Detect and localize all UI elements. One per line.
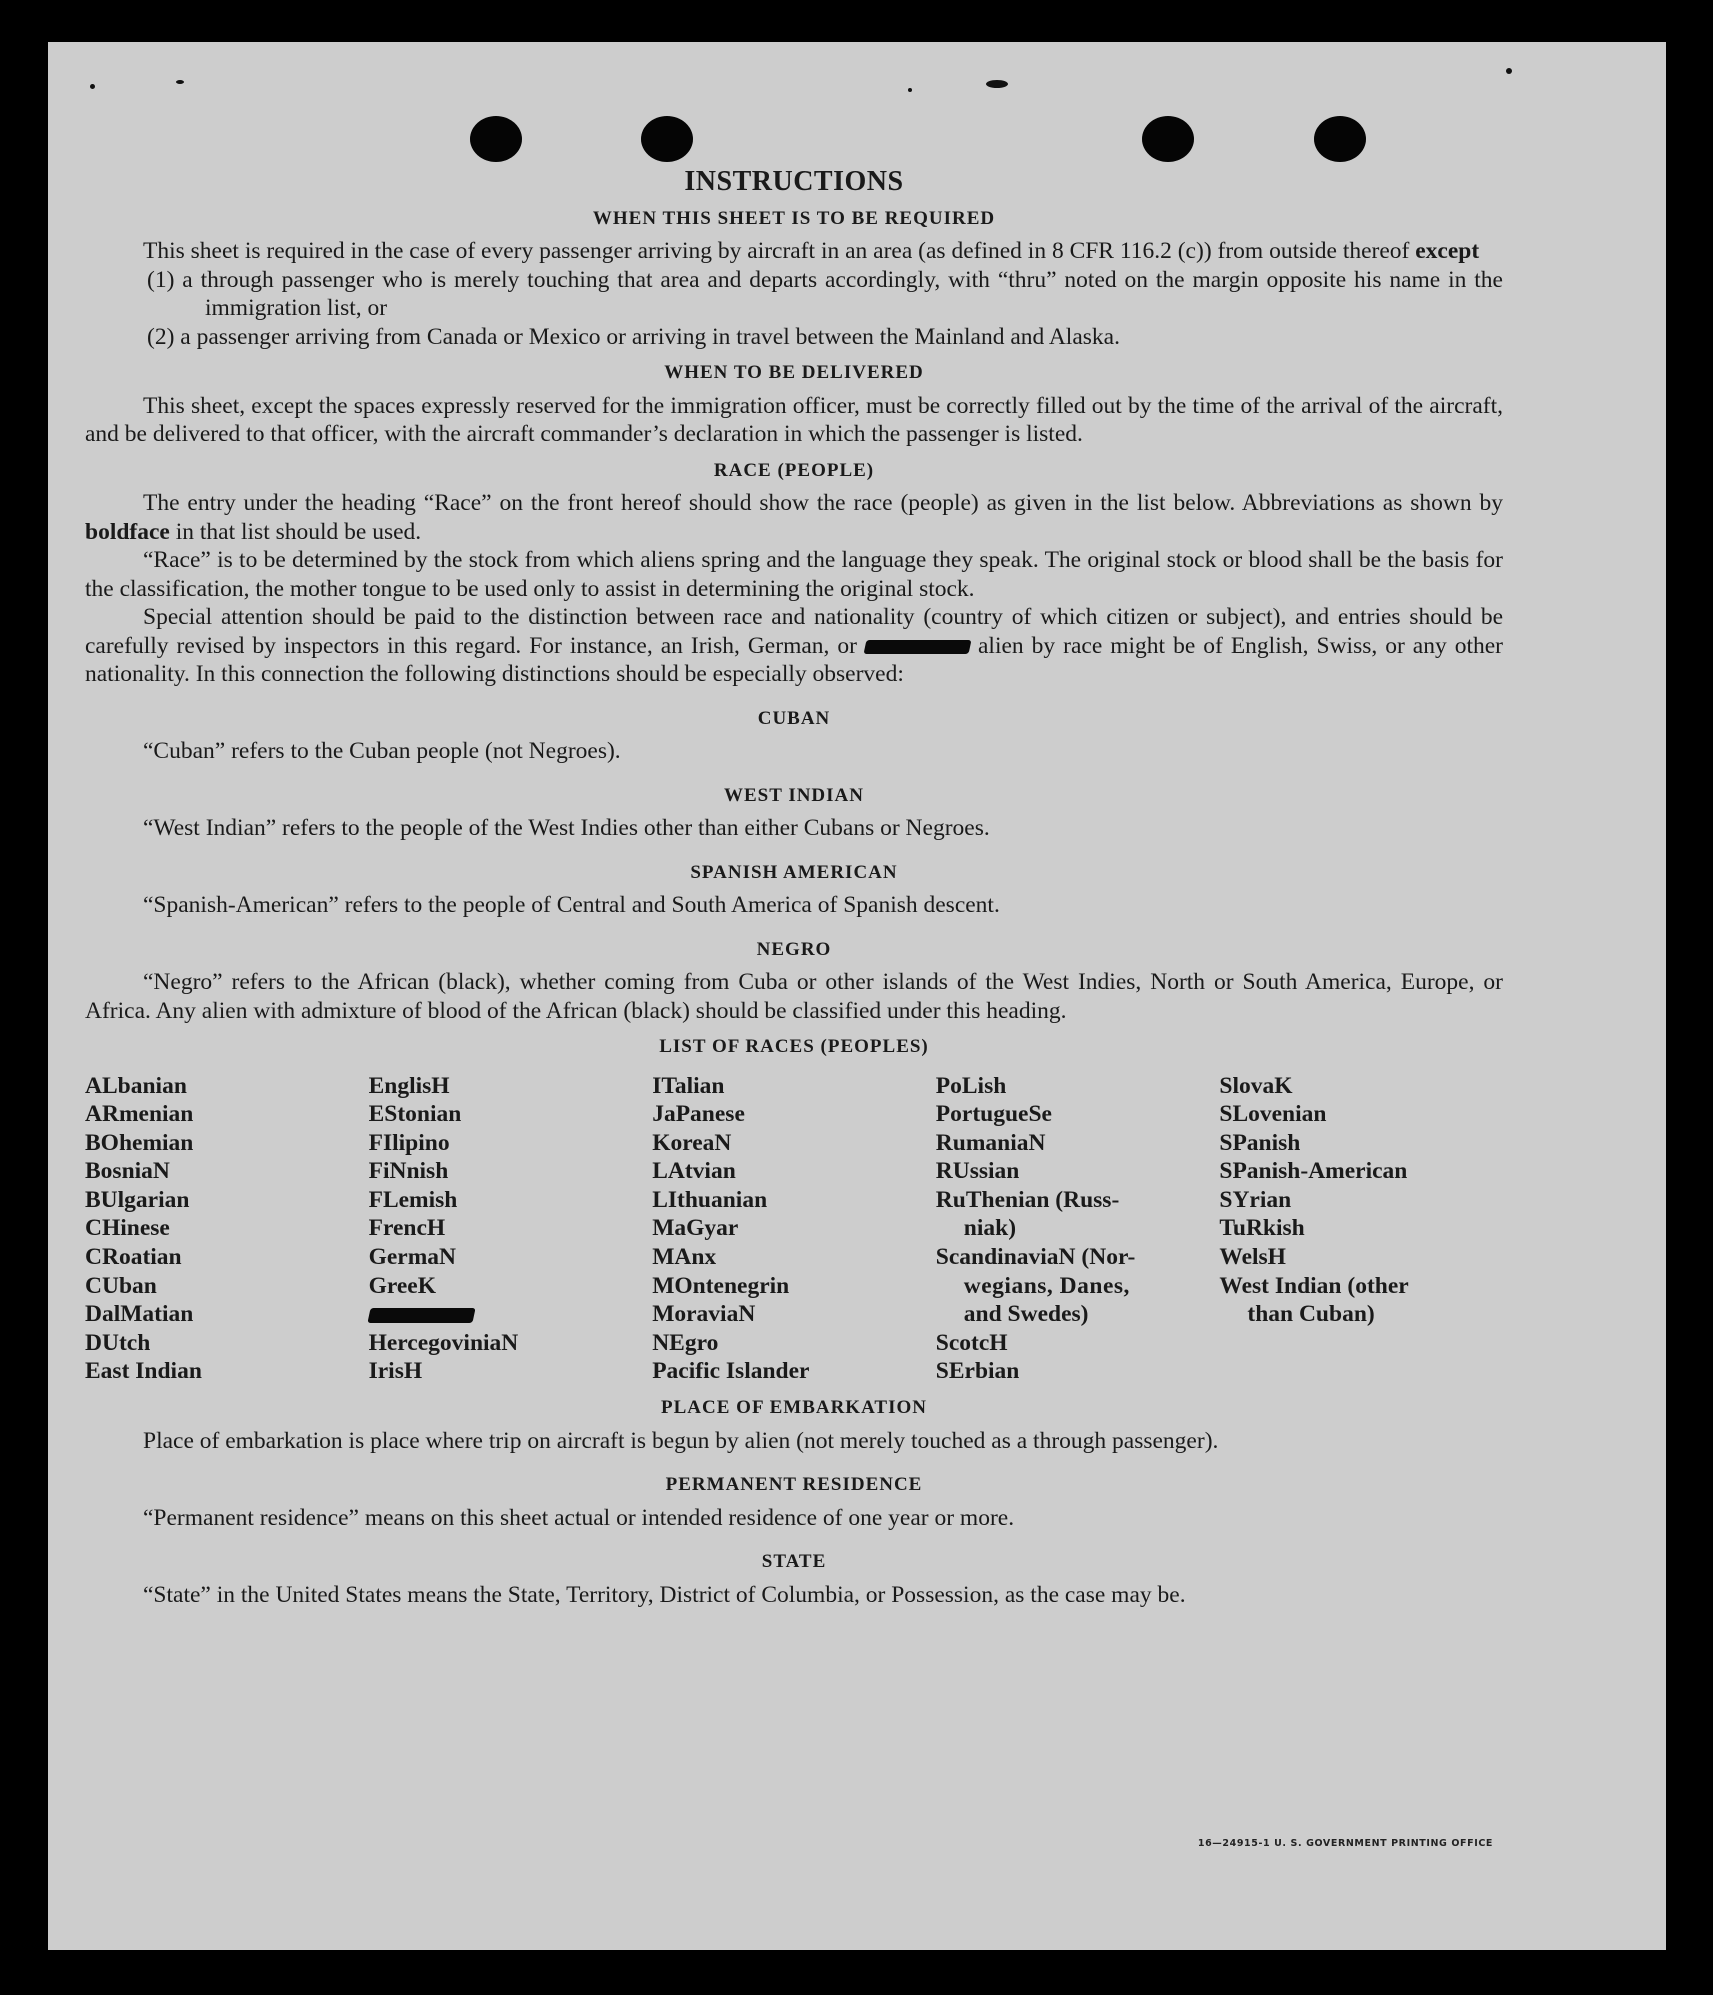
race-item: ARmenian — [85, 1101, 194, 1128]
race-item-redacted — [369, 1300, 653, 1329]
paragraph-residence: “Permanent residence” means on this sheet actual or intended residence of one year or more. — [143, 1504, 1015, 1531]
race-item: EStonian — [368, 1101, 462, 1128]
race-item: JaPanese — [652, 1101, 745, 1128]
races-column-3 — [652, 1072, 936, 1387]
race-item: FIlipino — [368, 1129, 450, 1156]
race-item: RumaniaN — [935, 1129, 1046, 1156]
race-item: LIthuanian — [652, 1186, 768, 1213]
heading-cuban: CUBAN — [757, 707, 831, 729]
heading-when-required: WHEN THIS SHEET IS TO BE REQUIRED — [592, 207, 996, 229]
race-item: ALbanian — [85, 1072, 187, 1099]
race-item: BUlgarian — [85, 1186, 190, 1213]
exception-item-1: (1) a through passenger who is merely touching that area and departs accordingly, with “thru” noted on the margin opposite his name in the immigration list, or — [147, 266, 1503, 321]
text-span: Special attention should be paid to the distinction between race and nationality (country of which citizen or subject), and entries should be carefully revised by inspectors in this regard. For instance, an Irish, German, or — [85, 604, 1503, 659]
race-item: ScotcH — [935, 1329, 1008, 1356]
punch-hole — [470, 116, 522, 162]
paragraph-state: “State” in the United States means the State, Territory, District of Columbia, or Possession, as the case may be. — [143, 1581, 1186, 1608]
page-title: INSTRUCTIONS — [684, 166, 904, 197]
race-item: PoLish — [935, 1072, 1007, 1099]
race-item: NEgro — [652, 1329, 719, 1356]
race-item: PortugueSe — [935, 1101, 1052, 1128]
text-span: This sheet is required in the case of every passenger arriving by aircraft in an area (as defined in 8 CFR 116.2 (c)) from outside thereof — [143, 238, 1410, 264]
except-bold: except — [1415, 238, 1480, 264]
paragraph-negro: “Negro” refers to the African (black), whether coming from Cuba or other islands of the West Indies, North or South America, Europe, or Africa. Any alien with admixture of blood of the African (black) should be classified under this heading. — [85, 969, 1503, 1024]
speck — [1506, 68, 1512, 74]
race-item: SPanish — [1219, 1129, 1301, 1156]
race-item: CHinese — [85, 1215, 170, 1242]
race-item: MaGyar — [652, 1215, 739, 1242]
race-item: SLovenian — [1219, 1101, 1327, 1128]
race-item: MOntenegrin — [652, 1272, 790, 1299]
race-item: TuRkish — [1219, 1215, 1305, 1242]
punch-hole — [1314, 116, 1366, 162]
paragraph-when-required — [85, 237, 1503, 266]
redaction-mark — [367, 1308, 475, 1323]
race-item: GermaN — [368, 1244, 457, 1271]
race-item: ITalian — [652, 1072, 725, 1099]
race-item: LAtvian — [652, 1158, 736, 1185]
heading-state: STATE — [761, 1551, 827, 1573]
text-span: The entry under the heading “Race” on the front hereof should show the race (people) as given in the list below. Abbreviations as shown by — [143, 490, 1503, 516]
race-item-continued: than Cuban) — [1247, 1301, 1375, 1328]
heading-when-delivered: WHEN TO BE DELIVERED — [664, 362, 924, 383]
text-span: in that list should be used. — [175, 518, 422, 545]
heading-place-of-embarkation: PLACE OF EMBARKATION — [661, 1397, 927, 1419]
race-item: FrencH — [368, 1215, 446, 1242]
instructions-content — [85, 168, 1503, 1609]
heading-west-indian: WEST INDIAN — [724, 784, 864, 806]
punch-hole — [1142, 116, 1194, 162]
paragraph-west-indian: “West Indian” refers to the people of the West Indies other than either Cubans or Negroes. — [143, 815, 990, 841]
race-item: DUtch — [85, 1329, 151, 1356]
race-item: KoreaN — [652, 1129, 732, 1156]
races-column-4 — [936, 1072, 1220, 1387]
race-item: MoraviaN — [652, 1301, 756, 1328]
race-item: CRoatian — [85, 1244, 182, 1271]
speck — [908, 88, 912, 92]
paragraph-race-3 — [85, 603, 1503, 689]
printer-imprint: 16—24915-1 U. S. GOVERNMENT PRINTING OFFICE — [1197, 1838, 1493, 1849]
text-span: alien by race might be of English, Swiss, or any other nationality. In this connection the following distinctions should be especially observed: — [85, 632, 1504, 687]
heading-spanish-american: SPANISH AMERICAN — [690, 861, 898, 883]
race-item: WelsH — [1219, 1244, 1286, 1271]
speck — [176, 80, 184, 84]
race-item: RUssian — [935, 1158, 1020, 1185]
heading-race: RACE (PEOPLE) — [713, 459, 875, 481]
paragraph-cuban: “Cuban” refers to the Cuban people (not Negroes). — [143, 738, 621, 764]
race-item: GreeK — [368, 1272, 437, 1299]
boldface-word: boldface — [85, 518, 170, 545]
redaction-mark — [863, 640, 971, 654]
race-item: Pacific Islander — [652, 1358, 810, 1385]
race-item: ScandinaviaN (Nor- — [935, 1244, 1136, 1271]
race-item: MAnx — [652, 1244, 717, 1271]
race-item-continued: niak) — [963, 1215, 1017, 1242]
race-item: RuThenian (Russ- — [935, 1186, 1120, 1213]
race-item: FLemish — [368, 1186, 458, 1213]
heading-negro: NEGRO — [756, 938, 832, 960]
race-item: IrisH — [368, 1358, 423, 1385]
paragraph-race-1 — [85, 489, 1503, 546]
race-item: EnglisH — [368, 1072, 450, 1099]
heading-list-of-races: LIST OF RACES (PEOPLES) — [659, 1036, 929, 1057]
race-item: SPanish-American — [1219, 1158, 1408, 1185]
speck — [986, 80, 1008, 88]
heading-permanent-residence: PERMANENT RESIDENCE — [665, 1474, 923, 1496]
race-item: CUban — [85, 1272, 157, 1299]
race-item: HercegoviniaN — [368, 1329, 519, 1356]
races-list — [85, 1072, 1503, 1387]
race-item: SErbian — [935, 1358, 1020, 1385]
paragraph-when-delivered: This sheet, except the spaces expressly reserved for the immigration officer, must be correctly filled out by the time of the arrival of the aircraft, and be delivered to that officer, with the aircraft commander’s declaration in which the passenger is listed. — [85, 392, 1503, 447]
race-item-continued: wegians, Danes, — [963, 1272, 1130, 1299]
race-item: SYrian — [1219, 1186, 1292, 1213]
race-item: BOhemian — [85, 1129, 194, 1156]
speck — [90, 84, 95, 89]
races-column-5 — [1219, 1072, 1503, 1387]
races-column-2 — [369, 1072, 653, 1387]
races-column-1 — [85, 1072, 369, 1387]
race-item: BosniaN — [85, 1158, 170, 1185]
race-item: West Indian (other — [1219, 1272, 1409, 1299]
race-item: SlovaK — [1219, 1072, 1293, 1099]
paragraph-spanish-american: “Spanish-American” refers to the people of Central and South America of Spanish descent. — [143, 892, 1000, 918]
paragraph-race-2: “Race” is to be determined by the stock from which aliens spring and the language they speak. The original stock or blood shall be the basis for the classification, the mother tongue to be used only to assist in determining the original stock. — [85, 547, 1503, 602]
exception-item-2: (2) a passenger arriving from Canada or Mexico or arriving in travel between the Mainland and Alaska. — [147, 323, 1120, 350]
race-item: DalMatian — [85, 1301, 194, 1328]
paragraph-embarkation: Place of embarkation is place where trip on aircraft is begun by alien (not merely touched as a through passenger). — [143, 1427, 1219, 1454]
race-item: East Indian — [85, 1358, 202, 1385]
race-item: FiNnish — [368, 1158, 449, 1185]
punch-hole — [641, 116, 693, 162]
race-item-continued: and Swedes) — [963, 1301, 1089, 1328]
